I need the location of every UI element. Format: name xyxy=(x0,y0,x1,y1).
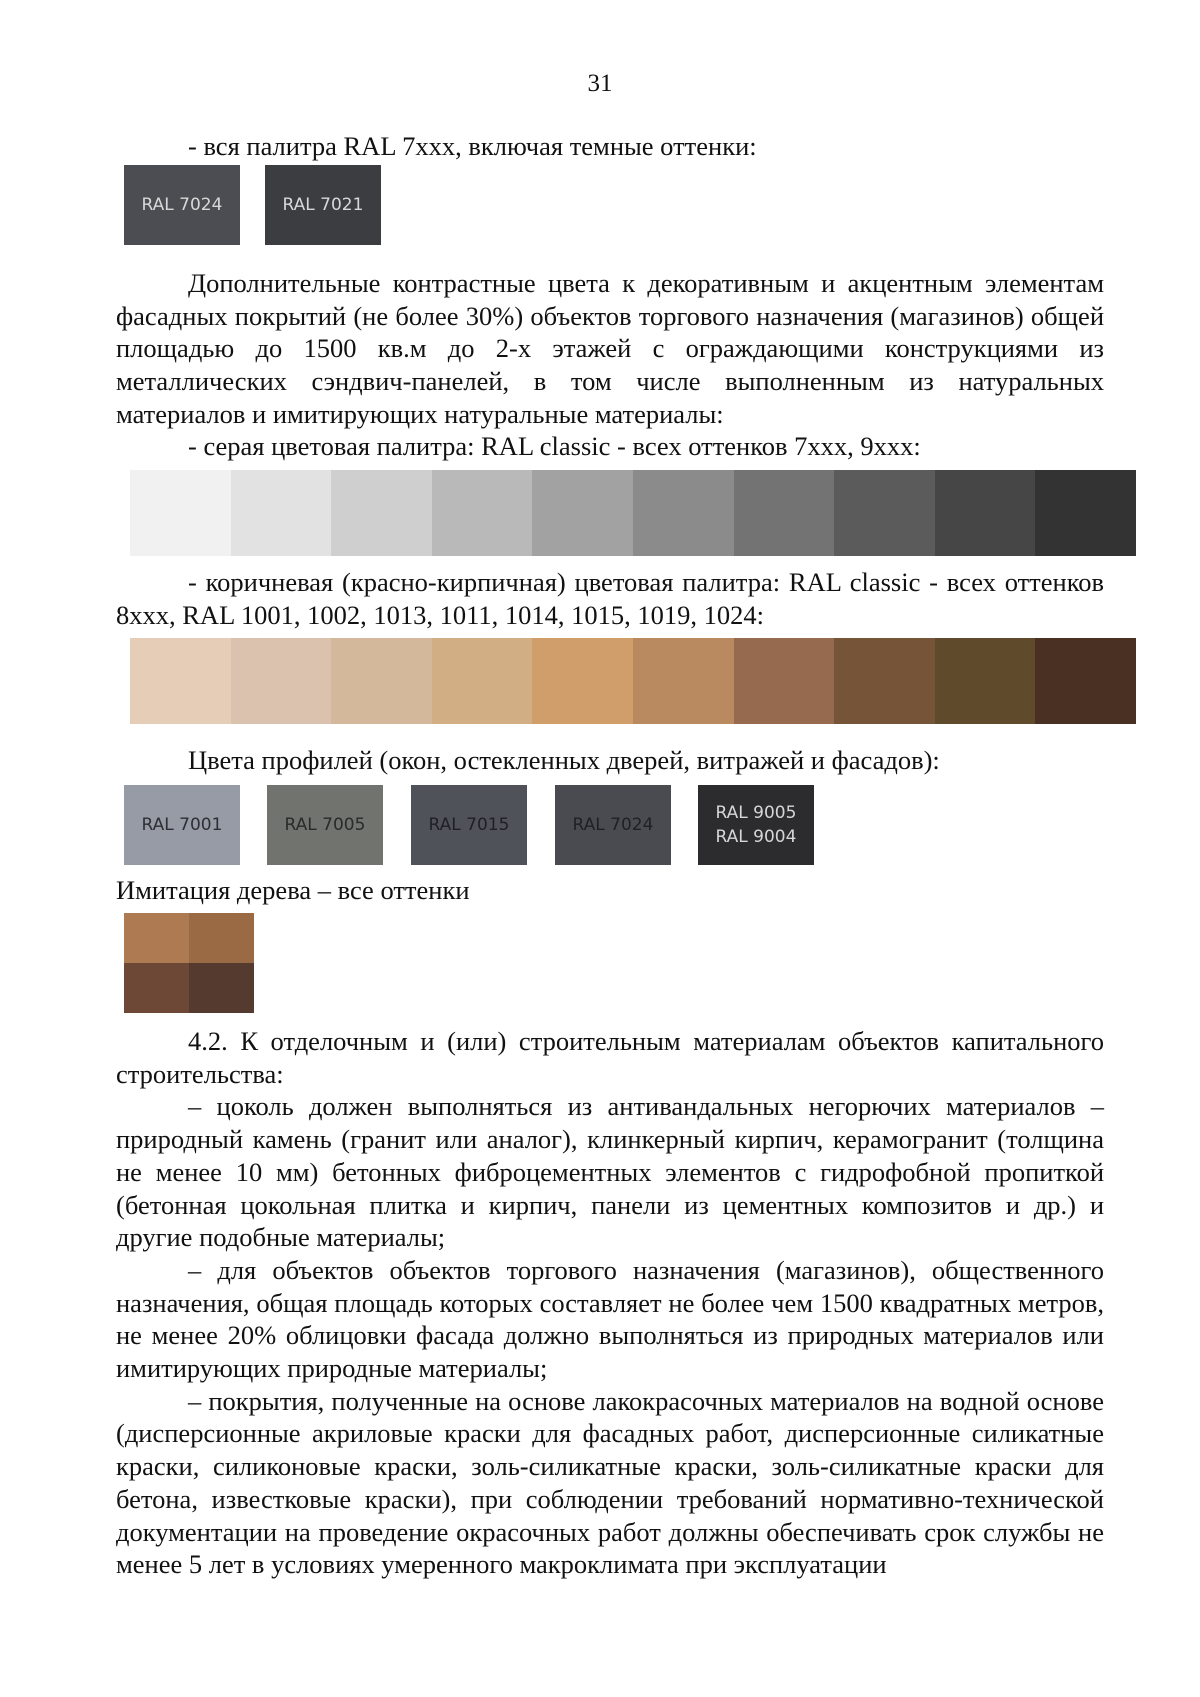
grey-shade-9 xyxy=(935,470,1036,556)
brown-shade-9 xyxy=(935,638,1036,724)
grey-shade-8 xyxy=(834,470,935,556)
page-number: 31 xyxy=(587,70,613,97)
swatch-ral-7005 xyxy=(267,785,383,865)
wood-tile-2 xyxy=(189,913,254,963)
swatch-label: RAL 7001 xyxy=(141,815,223,835)
swatch-ral-7024 xyxy=(555,785,671,865)
dark-palette-heading: - вся палитра RAL 7xxx, включая темные оттенки: xyxy=(188,131,757,161)
grey-shade-6 xyxy=(633,470,734,556)
brown-shade-4 xyxy=(432,638,533,724)
wood-tile-4 xyxy=(189,963,254,1013)
swatch-label-secondary: RAL 9004 xyxy=(715,827,797,847)
brown-palette-paragraph xyxy=(116,566,1104,631)
brown-shade-1 xyxy=(130,638,231,724)
contrast-paragraph-text: Дополнительные контрастные цвета к декоративным и акцентным элементам фасадных покрытий (не более 30%) объектов торгового назначения (магазинов) общей площадью до 1500 кв.м до 2-х этажей с ограждающими конструкциями из металлических сэндвич-панелей, в том числе выполненным из натуральных материалов и имитирующих натуральные материалы: xyxy=(116,268,1104,429)
brown-shade-5 xyxy=(532,638,633,724)
grey-shade-5 xyxy=(532,470,633,556)
wood-heading: Имитация дерева – все оттенки xyxy=(116,875,470,905)
brown-shade-6 xyxy=(633,638,734,724)
grey-palette-strip xyxy=(130,470,1136,556)
brown-shade-10 xyxy=(1035,638,1136,724)
swatch-ral-7015 xyxy=(411,785,527,865)
bullet-coatings: – покрытия, полученные на основе лакокрасочных материалов на водной основе (дисперсионные акриловые краски для фасадных работ, дисперсионные силикатные краски, силиконовые краски, золь-силикатные краски, золь-силикатные краски для бетона, известковые краски), при соблюдении требований нормативно-технической документации на проведение окрасочных работ должны обеспечивать срок службы не менее 5 лет в условиях умеренного макроклимата при эксплуатации xyxy=(116,1385,1104,1580)
swatch-ral-9005-9004 xyxy=(698,785,814,865)
brown-palette-heading: - коричневая (красно-кирпичная) цветовая палитра: RAL classic - всех оттенков 8xxx, RAL 1001, 1002, 1013, 1011, 1014, 1015, 1019, 1024: xyxy=(116,567,1104,630)
grey-shade-1 xyxy=(130,470,231,556)
swatch-label: RAL 7021 xyxy=(282,195,364,215)
wood-swatch xyxy=(124,913,254,1013)
grey-shade-10 xyxy=(1035,470,1136,556)
brown-palette-strip xyxy=(130,638,1136,724)
grey-shade-4 xyxy=(432,470,533,556)
wood-tile-3 xyxy=(124,963,189,1013)
grey-shade-7 xyxy=(734,470,835,556)
profiles-heading: Цвета профилей (окон, остекленных дверей, витражей и фасадов): xyxy=(188,745,940,775)
brown-shade-2 xyxy=(231,638,332,724)
brown-shade-3 xyxy=(331,638,432,724)
grey-palette-heading: - серая цветовая палитра: RAL classic - всех оттенков 7xxx, 9xxx: xyxy=(188,431,921,461)
swatch-label: RAL 7024 xyxy=(572,815,654,835)
bullet-plinth: – цоколь должен выполняться из антивандальных негорючих материалов – природный камень (гранит или аналог), клинкерный кирпич, керамогранит (толщина не менее 10 мм) бетонных фиброцементных элементов с гидрофобной пропиткой (бетонная цокольная плитка и кирпич, панели из цементных композитов и др.) и другие подобные материалы; xyxy=(116,1091,1104,1253)
wood-tile-1 xyxy=(124,913,189,963)
swatch-ral-7021-dark xyxy=(265,165,381,245)
swatch-label: RAL 7015 xyxy=(428,815,510,835)
swatch-label: RAL 7005 xyxy=(284,815,366,835)
swatch-label: RAL 9005 xyxy=(715,803,797,823)
brown-shade-7 xyxy=(734,638,835,724)
section-4-2 xyxy=(116,1025,1104,1581)
grey-shade-2 xyxy=(231,470,332,556)
swatch-ral-7001 xyxy=(124,785,240,865)
swatch-ral-7024-dark xyxy=(124,165,240,245)
grey-shade-3 xyxy=(331,470,432,556)
bullet-retail: – для объектов объектов торгового назначения (магазинов), общественного назначения, общая площадь которых составляет не более чем 1500 квадратных метров, не менее 20% облицовки фасада должно выполняться из природных материалов или имитирующих природные материалы; xyxy=(116,1254,1104,1384)
contrast-paragraph xyxy=(116,267,1104,431)
brown-shade-8 xyxy=(834,638,935,724)
section-4-2-text: 4.2. К отделочным и (или) строительным материалам объектов капитального строительства: xyxy=(116,1026,1104,1089)
swatch-label: RAL 7024 xyxy=(141,195,223,215)
